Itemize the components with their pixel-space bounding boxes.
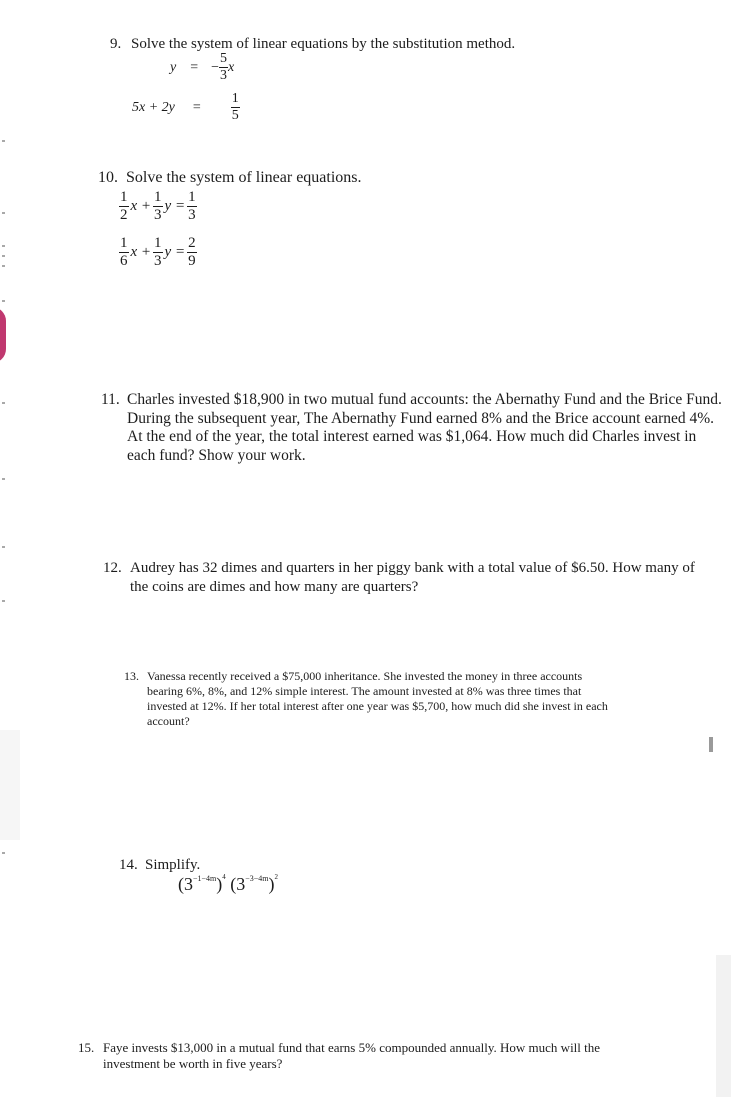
fraction — [187, 236, 197, 269]
denominator: 3 — [154, 253, 162, 269]
exponent: −1−4m — [193, 874, 217, 883]
outer-exponent: 2 — [274, 873, 278, 881]
base: 3 — [236, 874, 246, 894]
edge-mark — [2, 265, 5, 267]
edge-mark — [2, 255, 5, 257]
text-cursor-icon — [709, 737, 713, 752]
numerator: 1 — [154, 189, 162, 205]
question-number: 15. — [78, 1040, 95, 1055]
question-text: Faye invests $13,000 in a mutual fund that earns 5% compounded annually. How much will the investment be worth in five years? — [103, 1040, 601, 1071]
eq-sign: = — [190, 59, 199, 75]
fraction — [187, 190, 197, 223]
eq-variable: x — [228, 59, 235, 75]
term-y: y = — [164, 198, 186, 214]
question-text: Charles invested $18,900 in two mutual fund accounts: the Abernathy Fund and the Brice Fund. During the subsequent year, The Abernathy Fund earned 8% and the Brice account earned 4%. At the end of the year, the total interest earned was $1,064. How much did Charles invest in each fund? Show your work. — [127, 391, 722, 464]
eq-sign: = — [192, 99, 201, 115]
edge-mark — [2, 212, 5, 214]
term-x: x + — [130, 198, 152, 214]
eq-lhs: y — [170, 59, 177, 75]
denominator: 3 — [154, 207, 162, 223]
exponent: −3−4m — [245, 874, 269, 883]
fraction — [231, 92, 240, 123]
expression — [178, 873, 278, 895]
edge-mark — [2, 300, 5, 302]
fraction — [153, 190, 163, 223]
fraction — [119, 190, 129, 223]
denominator: 3 — [188, 207, 196, 223]
paren-open: ( — [178, 874, 184, 894]
outer-exponent: 4 — [222, 873, 226, 881]
denominator: 3 — [220, 68, 228, 83]
fraction — [153, 236, 163, 269]
question-number: 11. — [101, 391, 120, 408]
equation-1 — [119, 190, 197, 223]
edge-mark — [2, 600, 5, 602]
question-text: Solve the system of linear equations by the substitution method. — [131, 36, 516, 52]
equation-2 — [119, 236, 197, 269]
question-text: Audrey has 32 dimes and quarters in her piggy bank with a total value of $6.50. How many of the coins are dimes and how many are quarters? — [130, 560, 695, 595]
question-number: 14. — [119, 857, 138, 873]
edge-mark — [2, 546, 5, 548]
fraction — [219, 52, 228, 83]
paren-open: ( — [230, 874, 237, 894]
edge-magenta-tab — [0, 307, 6, 363]
numerator: 1 — [188, 189, 196, 205]
edge-mark — [2, 245, 5, 247]
question-number: 13. — [124, 669, 139, 683]
eq-minus: − — [211, 59, 220, 75]
base: 3 — [184, 874, 193, 894]
edge-mark — [2, 478, 5, 480]
numerator: 5 — [220, 51, 228, 66]
question-text: Simplify. — [145, 857, 201, 873]
question-number: 12. — [103, 560, 122, 576]
edge-mark — [2, 402, 5, 404]
edge-shadow-right — [716, 955, 731, 1097]
numerator: 2 — [188, 235, 196, 251]
denominator: 5 — [231, 108, 239, 123]
edge-mark — [2, 140, 5, 142]
question-number: 10. — [98, 169, 118, 186]
numerator: 1 — [154, 235, 162, 251]
denominator: 2 — [120, 207, 128, 223]
question-text: Solve the system of linear equations. — [126, 169, 362, 186]
term-y: y = — [164, 244, 186, 260]
paren-close: ) — [216, 874, 223, 894]
denominator: 9 — [188, 253, 196, 269]
question-number: 9. — [110, 36, 122, 52]
denominator: 6 — [120, 253, 128, 269]
numerator: 1 — [120, 235, 128, 251]
numerator: 1 — [231, 91, 239, 106]
numerator: 1 — [120, 189, 128, 205]
term-x: x + — [130, 244, 152, 260]
edge-mark — [2, 852, 5, 854]
equation-1 — [170, 52, 234, 83]
edge-shadow-left — [0, 730, 20, 840]
equation-2 — [132, 92, 240, 123]
fraction — [119, 236, 129, 269]
question-text: Vanessa recently received a $75,000 inheritance. She invested the money in three accounts bearing 6%, 8%, and 12% simple interest. The amount invested at 8% was three times that invested at 12%. If her total interest after one year was $5,700, how much did she invest in each account? — [147, 669, 608, 728]
paren-close: ) — [268, 874, 275, 894]
eq-lhs: 5x + 2y — [132, 99, 175, 115]
